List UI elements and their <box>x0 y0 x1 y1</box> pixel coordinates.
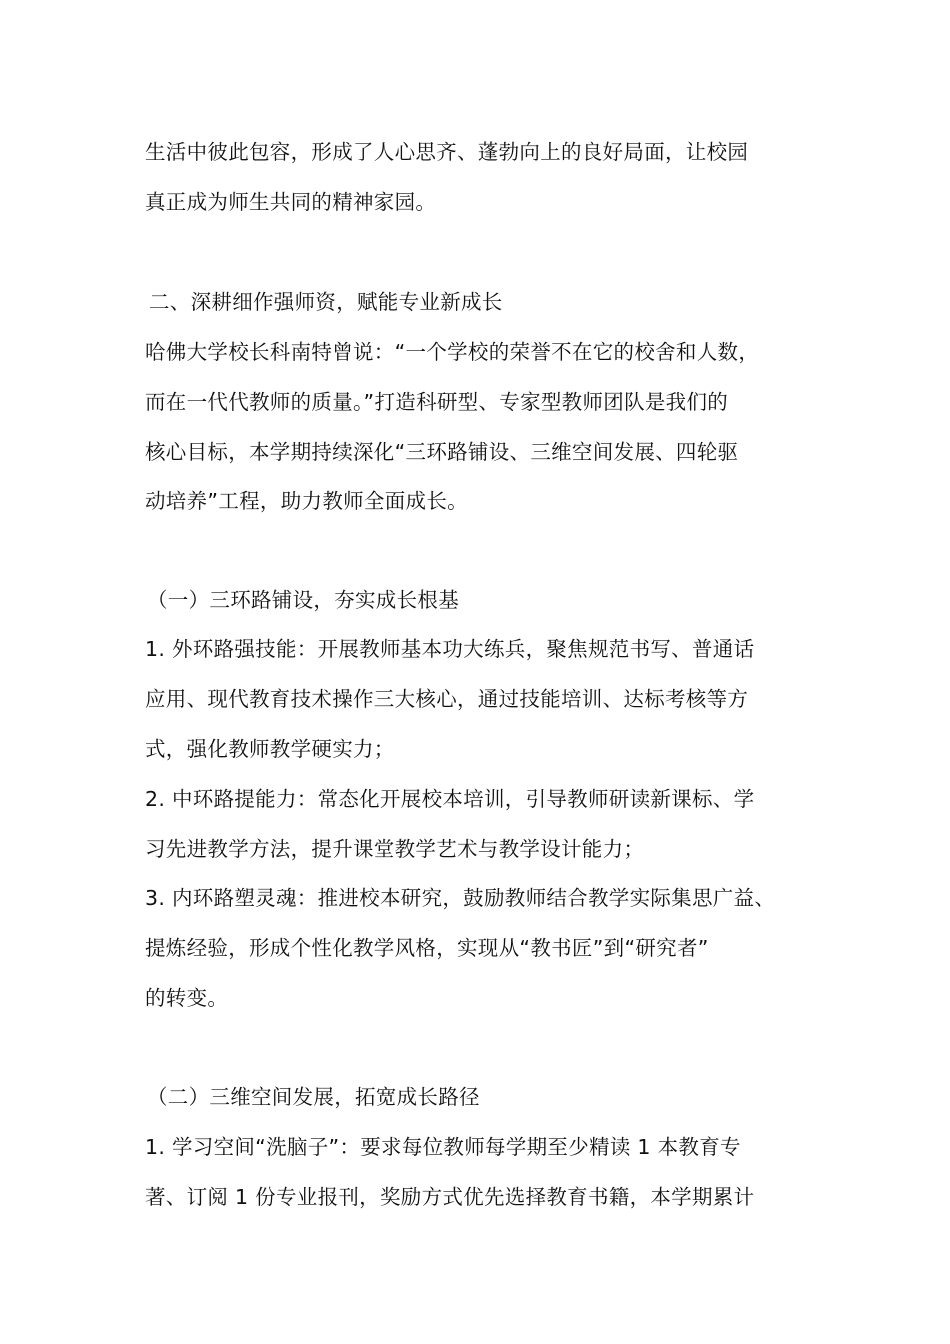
list-item-line: 2. 中环路提能力：常态化开展校本培训，引导教师研读新课标、学 <box>145 787 755 811</box>
subsection-heading: （二）三维空间发展，拓宽成长路径 <box>147 1085 480 1109</box>
paragraph-line: 而在一代代教师的质量。”打造科研型、专家型教师团队是我们的 <box>145 390 729 414</box>
list-item-line: 的转变。 <box>145 986 229 1010</box>
list-item-line: 3. 内环路塑灵魂：推进校本研究，鼓励教师结合教学实际集思广益、 <box>145 886 776 910</box>
list-item-line: 著、订阅 1 份专业报刊，奖励方式优先选择教育书籍，本学期累计 <box>145 1185 755 1209</box>
list-item-line: 习先进教学方法，提升课堂教学艺术与教学设计能力； <box>145 837 645 861</box>
section-heading: 二、深耕细作强师资，赋能专业新成长 <box>149 290 503 314</box>
paragraph-line: 哈佛大学校长科南特曾说：“一个学校的荣誉不在它的校舍和人数， <box>145 340 760 364</box>
intro-line: 生活中彼此包容，形成了人心思齐、蓬勃向上的良好局面，让校园 <box>145 140 749 164</box>
list-item-line: 1. 外环路强技能：开展教师基本功大练兵，聚焦规范书写、普通话 <box>145 637 755 661</box>
list-item-line: 1. 学习空间“洗脑子”：要求每位教师每学期至少精读 1 本教育专 <box>145 1135 741 1159</box>
intro-line: 真正成为师生共同的精神家园。 <box>145 190 437 214</box>
list-item-line: 式，强化教师教学硬实力； <box>145 737 395 761</box>
paragraph-line: 核心目标，本学期持续深化“三环路铺设、三维空间发展、四轮驱 <box>145 440 739 464</box>
paragraph-line: 动培养”工程，助力教师全面成长。 <box>145 489 468 513</box>
list-item-line: 应用、现代教育技术操作三大核心，通过技能培训、达标考核等方 <box>145 687 749 711</box>
subsection-heading: （一）三环路铺设，夯实成长根基 <box>147 588 459 612</box>
list-item-line: 提炼经验，形成个性化教学风格，实现从“教书匠”到“研究者” <box>145 936 709 960</box>
